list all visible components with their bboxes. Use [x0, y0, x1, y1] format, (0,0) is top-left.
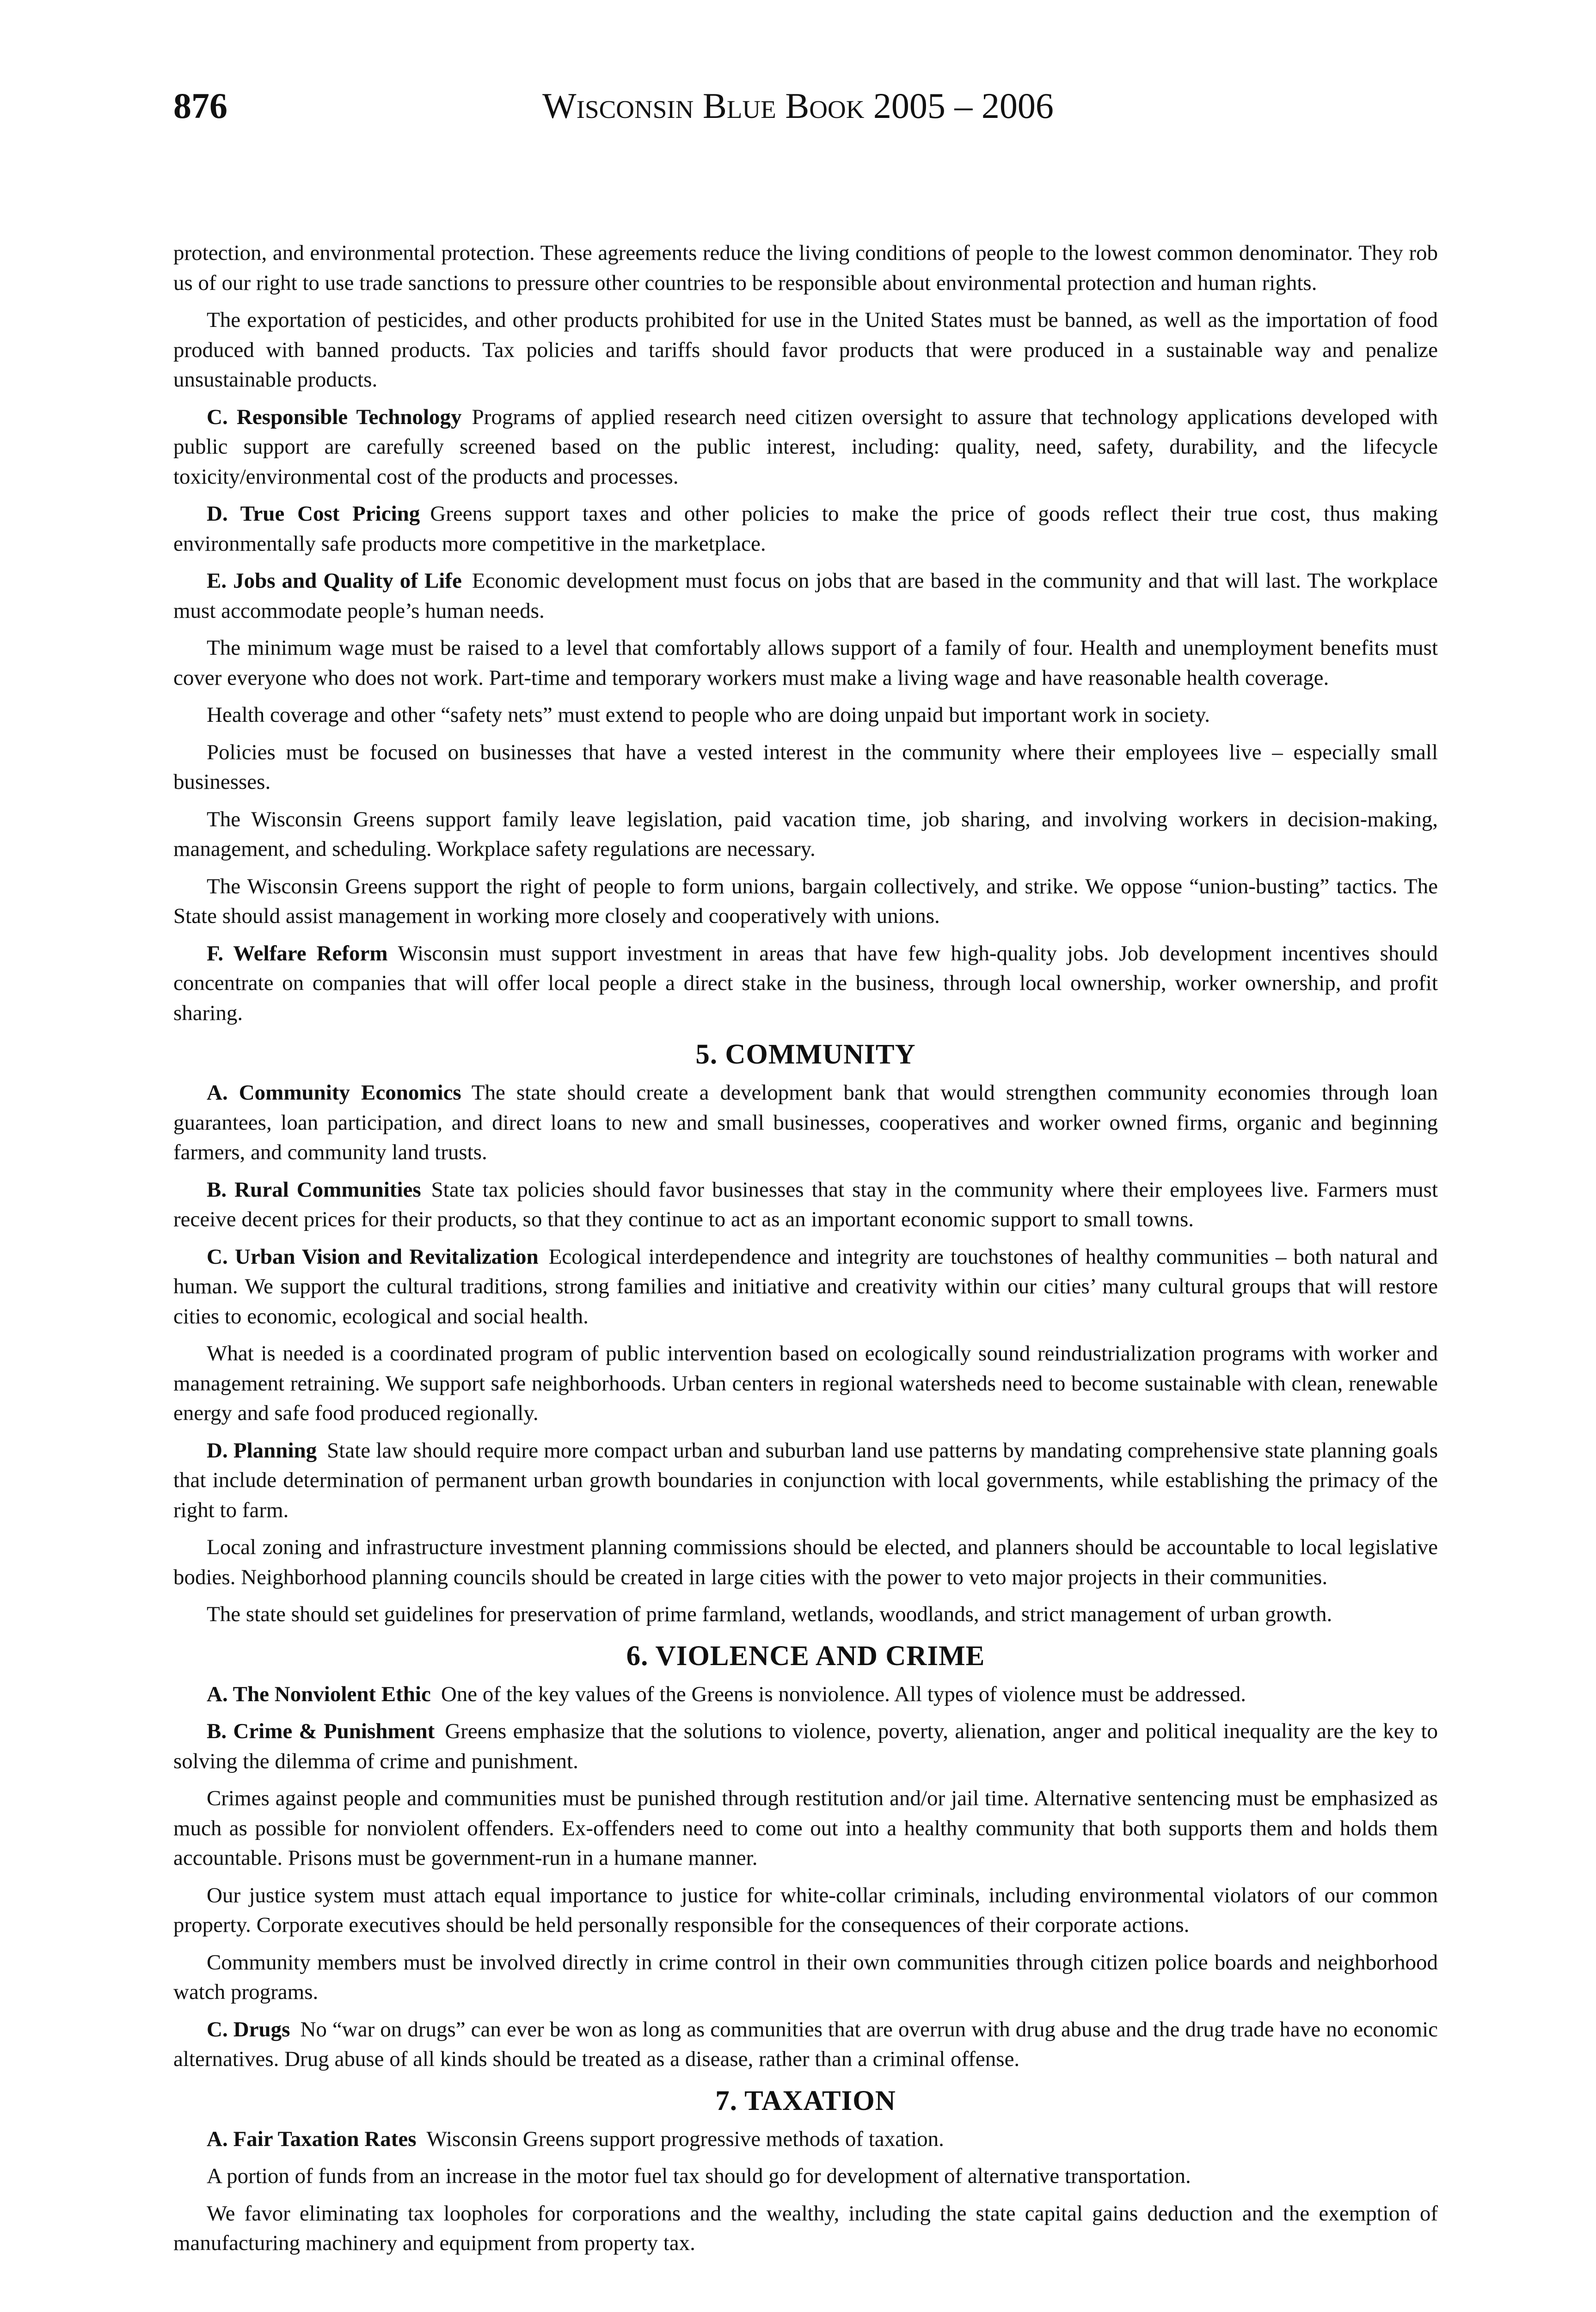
paragraph-text: Ecological interdependence and integrity are touchstones of healthy communities – both natural and human. We support the cultural traditions, strong families and initiative and creativity within our cities’ many cultural groups that will restore cities to economic, ecological and social health. — [173, 1244, 1438, 1328]
subsection-heading: C. Urban Vision and Revitalization — [207, 1244, 539, 1269]
paragraph-text: No “war on drugs” can ever be won as long as communities that are overrun with drug abuse and the drug trade have no economic alternatives. Drug abuse of all kinds should be treated as a disease, rather than a criminal offense. — [173, 2017, 1438, 2071]
paragraph-text: Community members must be involved directly in crime control in their own communities through citizen police boards and neighborhood watch programs. — [173, 1950, 1438, 2004]
paragraph — [173, 1175, 1438, 1235]
paragraph-text: The Wisconsin Greens support the right of people to form unions, bargain collectively, and strike. We oppose “union-busting” tactics. The State should assist management in working more closely and cooperatively with unions. — [173, 874, 1438, 928]
paragraph-text: The state should set guidelines for preservation of prime farmland, wetlands, woodlands, and strict management of urban growth. — [207, 1602, 1332, 1626]
paragraph-text: The Wisconsin Greens support family leave legislation, paid vacation time, job sharing, and involving workers in decision-making, management, and scheduling. Workplace safety regulations are necessary. — [173, 807, 1438, 861]
paragraph-text: One of the key values of the Greens is nonviolence. All types of violence must be addressed. — [441, 1682, 1246, 1706]
paragraph — [173, 305, 1438, 395]
running-title: Wisconsin Blue Book 2005 – 2006 — [542, 86, 1054, 126]
subsection-heading: C. Responsible Technology — [207, 405, 462, 429]
paragraph — [173, 1948, 1438, 2007]
subsection-heading: B. Crime & Punishment — [207, 1719, 435, 1743]
paragraph — [173, 1716, 1438, 1776]
paragraph — [173, 872, 1438, 931]
paragraph — [173, 2161, 1438, 2191]
subsection-heading: A. The Nonviolent Ethic — [207, 1682, 431, 1706]
paragraph-text: Health coverage and other “safety nets” must extend to people who are doing unpaid but important work in society. — [207, 703, 1210, 727]
paragraph — [173, 2199, 1438, 2258]
running-header — [0, 88, 1596, 153]
paragraph — [173, 1436, 1438, 1525]
paragraph-text: Local zoning and infrastructure investment planning commissions should be elected, and planners should be accountable to local legislative bodies. Neighborhood planning councils should be created in large cities with the power to veto major projects in their communities. — [173, 1535, 1438, 1589]
paragraph-text: Greens emphasize that the solutions to violence, poverty, alienation, anger and political inequality are the key to solving the dilemma of crime and punishment. — [173, 1719, 1438, 1773]
paragraph — [173, 633, 1438, 693]
subsection-heading: D. Planning — [207, 1438, 317, 1463]
paragraph-text: Policies must be focused on businesses that have a vested interest in the community where their employees live – especially small businesses. — [173, 740, 1438, 794]
paragraph-text: Our justice system must attach equal importance to justice for white-collar criminals, including environmental violators of our common property. Corporate executives should be held personally responsible for the consequences of their corporate actions. — [173, 1883, 1438, 1937]
paragraph — [173, 1881, 1438, 1940]
paragraph-text: The minimum wage must be raised to a level that comfortably allows support of a family of four. Health and unemployment benefits must cover everyone who does not work. Part-time and temporary workers must make a living wage and have reasonable health coverage. — [173, 636, 1438, 690]
paragraph-text: Economic development must focus on jobs that are based in the community and that will last. The workplace must accommodate people’s human needs. — [173, 569, 1438, 623]
paragraph — [173, 805, 1438, 864]
subsection-heading: C. Drugs — [207, 2017, 290, 2041]
paragraph — [173, 939, 1438, 1028]
paragraph-text: We favor eliminating tax loopholes for corporations and the wealthy, including the state capital gains deduction and the exemption of manufacturing machinery and equipment from property tax. — [173, 2201, 1438, 2255]
paragraph — [173, 1339, 1438, 1428]
paragraph — [173, 1783, 1438, 1873]
section-heading: 6. VIOLENCE AND CRIME — [626, 1640, 985, 1672]
paragraph — [173, 2124, 1438, 2154]
paragraph-text: protection, and environmental protection. These agreements reduce the living conditions of people to the lowest common denominator. They rob us of our right to use trade sanctions to pressure other countries to be responsible about environmental protection and human rights. — [173, 241, 1438, 295]
paragraph-text: Programs of applied research need citizen oversight to assure that technology applications developed with public support are carefully screened based on the public interest, including: quality, need, safety, durability, and the lifecycle toxicity/environmental cost of the products and processes. — [173, 405, 1438, 489]
subsection-heading: F. Welfare Reform — [207, 941, 388, 965]
paragraph — [173, 738, 1438, 797]
paragraph — [173, 2015, 1438, 2074]
paragraph-text: The exportation of pesticides, and other products prohibited for use in the United States must be banned, as well as the importation of food produced with banned products. Tax policies and tariffs should favor products that were produced in a sustainable way and penalize unsustainable products. — [173, 308, 1438, 392]
paragraph — [173, 1242, 1438, 1332]
paragraph — [173, 1078, 1438, 1168]
subsection-heading: D. True Cost Pricing — [207, 502, 420, 526]
paragraph-text: A portion of funds from an increase in the motor fuel tax should go for development of alternative transportation. — [207, 2164, 1191, 2188]
paragraph — [173, 700, 1438, 730]
paragraph-text: Greens support taxes and other policies to make the price of goods reflect their true cost, thus making environmentally safe products more competitive in the marketplace. — [173, 502, 1438, 556]
page-body — [173, 238, 1438, 2266]
subsection-heading: A. Community Economics — [207, 1081, 461, 1105]
paragraph-text: Crimes against people and communities must be punished through restitution and/or jail time. Alternative sentencing must be emphasized as much as possible for nonviolent offenders. Ex-offenders need to come out into a healthy community that both supports them and holds them accountable. Prisons must be government-run in a humane manner. — [173, 1786, 1438, 1870]
paragraph — [173, 1532, 1438, 1592]
paragraph-text: What is needed is a coordinated program of public intervention based on ecologically sound reindustrialization programs with worker and management retraining. We support safe neighborhoods. Urban centers in regional watersheds need to become sustainable with clean, renewable energy and safe food produced regionally. — [173, 1341, 1438, 1425]
paragraph-text: The state should create a development bank that would strengthen community economies through loan guarantees, loan participation, and direct loans to new and small businesses, cooperatives and worker owned firms, organic and beginning farmers, and community land trusts. — [173, 1081, 1438, 1164]
paragraph-text: Wisconsin must support investment in areas that have few high-quality jobs. Job development incentives should concentrate on companies that will offer local people a direct stake in the business, through local ownership, worker ownership, and profit sharing. — [173, 941, 1438, 1025]
paragraph — [173, 499, 1438, 559]
section-heading: 7. TAXATION — [715, 2085, 896, 2116]
subsection-heading: E. Jobs and Quality of Life — [207, 569, 462, 593]
paragraph — [173, 1599, 1438, 1629]
subsection-heading: B. Rural Communities — [207, 1177, 421, 1202]
paragraph — [173, 566, 1438, 626]
section-heading: 5. COMMUNITY — [695, 1039, 916, 1070]
paragraph-text: State law should require more compact urban and suburban land use patterns by mandating comprehensive state planning goals that include determination of permanent urban growth boundaries in conjunction with local governments, while establishing the primacy of the right to farm. — [173, 1438, 1438, 1522]
subsection-heading: A. Fair Taxation Rates — [207, 2127, 417, 2151]
page-number: 876 — [173, 86, 227, 126]
paragraph — [173, 1679, 1438, 1709]
paragraph-text: State tax policies should favor businesses that stay in the community where their employees live. Farmers must receive decent prices for their products, so that they continue to act as an important economic support to small towns. — [173, 1177, 1438, 1231]
paragraph — [173, 238, 1438, 298]
paragraph-text: Wisconsin Greens support progressive methods of taxation. — [426, 2127, 944, 2151]
paragraph — [173, 402, 1438, 492]
